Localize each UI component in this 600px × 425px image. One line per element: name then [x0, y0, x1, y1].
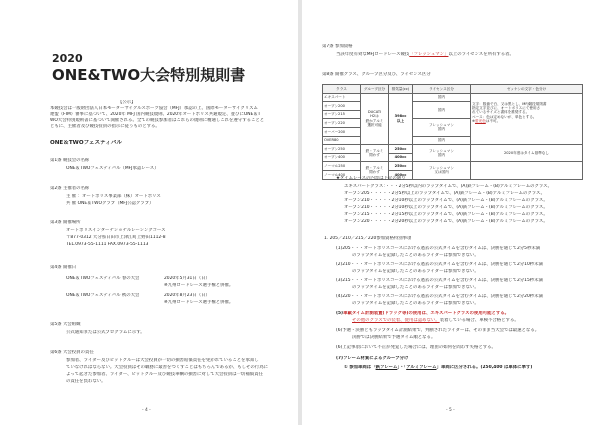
table-header: クラス	[323, 85, 361, 94]
table-header: グループ区分	[361, 85, 389, 94]
class-cell: オープン220	[323, 119, 361, 128]
section-1-heading: 第1条 競技会の名称	[50, 158, 90, 163]
notice-line: 本競技会は一般財団法人日本モーターサイクルスポーツ協会（MFJ）承認の上、国際モーターサイクリズム	[50, 106, 258, 111]
bib-2020-cell: 2020年度はタイム基準なし	[471, 145, 583, 162]
table-header: ライセンス区分	[413, 85, 471, 94]
autumn-date: 2020年8月23日（日）	[164, 293, 210, 298]
race-note-heading: ★タイムレースの内容は下記の通り	[336, 176, 406, 181]
notice-line: WO大会特別規則書に基づいて開催される。全ての競技参加者はこれらの規則に精通しこれを遵守することと	[50, 118, 265, 123]
race-line: オープン210・・・・・2分10秒以上のラップタイムで、(A)鉄フレーム・(B)アルミフレームのクラス。	[344, 198, 548, 203]
item-6: (6)予選・決勝ともラップタイム計測結果で、判断されたライダーは、そのまま当大会では最速となる。	[336, 328, 540, 333]
open-item: のラップタイムを記録したことのあるライダーは参加できない。	[352, 285, 479, 290]
open-item: (2)210・・・オートポリスコースにおける過去の公式タイムを含むタイムは、決勝を通じて2分10秒未満	[336, 262, 543, 267]
table-row	[323, 93, 583, 102]
group-cell: 鉄・アルミ 問わず	[361, 145, 389, 162]
bib-cell: 文字：数値で白、又は黒とし、MFJ競技規則書 指定文字並びに、オートポリスにて使用さ れているサイズと書体を推奨する。 ベース：色は定めないが、単色とする。 ※蛍光色は不可。	[471, 93, 583, 145]
open-item: (3)215・・・オートポリスコースにおける過去の公式タイムを含むタイムは、決勝を通じて2分15秒未満	[336, 278, 543, 283]
group-cell: 鉄・アルミ 問わず	[361, 162, 389, 179]
notice-line: 連盟（FIM）審事に基づいて、2020年 MFJ 国内競技規則、2020年オートポリス共通規定、並びにONE＆T	[50, 112, 261, 117]
class-cell: オープン400	[323, 153, 361, 162]
table-header: ゼッケンの文字・色分け	[471, 85, 583, 94]
section-3-line: TEL.0973-55-1111 FAX.0973-55-1113	[66, 242, 149, 247]
left-page	[0, 0, 298, 425]
class-cell: ノーマル250	[323, 162, 361, 171]
section-6-line: よって起きた参加者、ライダー、ピットクルー及び競技車輌の損害に対して大会役員は一切補償責任	[66, 372, 263, 377]
license-cell: フレッシュマン 又は国内	[413, 162, 471, 179]
group-cell: DUCATI H2は 鉄かアルミ 選択可能	[361, 93, 389, 145]
license-cell: 国内	[413, 136, 471, 145]
race-line: オープン210・・・・・2分10秒以上のラップタイムで、(A)鉄フレーム・(B)アルミフレームのクラス。	[344, 205, 548, 210]
open-item: のラップタイムを記録したことのあるライダーは参加できない。	[352, 253, 479, 258]
section-1-body: ONE＆TWOフェスティバル（MFJ承認レース）	[66, 166, 159, 171]
section-3-line: オートポリスインターナショナルレーシングコース	[66, 228, 166, 233]
class-table	[322, 84, 583, 180]
class-cell: オープン200	[323, 102, 361, 111]
license-cell: 国内	[413, 93, 471, 102]
section-6-line: ていなければならない。大会役員はその職務に最善をつくすことはもちろんであるが、もしその行為に	[66, 365, 268, 370]
autumn-note: ※九州ロードレース選手権と併催。	[164, 300, 234, 305]
section-2-line: 共 催 ONE＆TWOクラブ（MFJ公認クラブ）	[66, 201, 154, 206]
section-5-body: 公式通知または公式プログラムに示す。	[66, 330, 145, 335]
year-label: 2020	[52, 52, 83, 65]
section-2-line: 主 催 ：オートポリス事業部（株）オートポリス	[66, 194, 161, 199]
section-6-line: 参加者、ライダー及びピットクルーは大会役員が一切の損害賠償責任を免がれていることを承知し	[66, 358, 259, 363]
autumn-event: ONE＆TWOフェスティバル 秋の大会	[66, 293, 140, 298]
table-row	[323, 145, 583, 154]
item-5: (5)車載タイム計測装置(ドラッグ等)の使用は、エキスパートクラスの使用可能とする。	[336, 311, 510, 316]
frame-heading: (7)フレーム材質によるグループ分け	[336, 356, 409, 361]
notice-line: ともに、主催者及び競技役員の指示に従うものとする。	[50, 124, 160, 129]
open-item: のラップタイムを記録したことのあるライダーは参加できない。	[352, 269, 479, 274]
class-cell: オープン250	[323, 145, 361, 154]
spring-date: 2020年5月31日（日）	[164, 276, 210, 281]
cc-cell: 250cc	[389, 162, 413, 171]
bib-empty-cell	[471, 162, 583, 179]
cc-cell: 400cc	[389, 170, 413, 179]
right-page	[302, 0, 600, 425]
section-7-heading: 第7条 参加資格	[322, 44, 353, 49]
open-item: (4)220・・・オートポリスコースにおける過去の公式タイムを含むタイムは、決勝を通じて2分20秒未満	[336, 294, 543, 299]
race-line: エキスパートクラス：・・・2分5秒以内のラップタイムで、(A)鉄フレーム・(B)アルミフレームのクラス。	[344, 184, 553, 189]
document-title: ONE&TWO大会特別規則書	[52, 66, 246, 84]
fluorescent-highlight: 蛍光色	[475, 119, 486, 124]
class-cell: エキスパート	[323, 93, 361, 102]
page-number: - 5 -	[446, 408, 455, 413]
open-item: (1)205・・・オートポリスコースにおける過去の公式タイムを含むタイムは、決勝を通じて2分5秒未満	[336, 246, 541, 251]
festival-heading: ONE＆TWOフェスティバル	[50, 140, 122, 146]
cc-cell: 400cc	[389, 153, 413, 162]
section-4-heading: 第4条 開催日	[50, 265, 77, 270]
class-cell: OVER80	[323, 136, 361, 145]
notice-heading: 【公示】	[118, 100, 136, 105]
section-3-line: 〒877-0312 大分県日田市上津江町上野田1112-8	[66, 235, 166, 240]
item-6: 決勝では決勝結果で予選タイム順となる。	[352, 335, 436, 340]
license-cell: フレッシュマン 国内	[413, 119, 471, 136]
license-cell: 国内	[413, 102, 471, 119]
frame-item: ① 参加車両は「鉄フレーム」・「アルミフレーム」車両に区分される。(250,400 は車体に準ず)	[344, 365, 533, 370]
license-highlight: 「フレッシュマン」	[409, 52, 449, 57]
section-8-heading: 第8条 開催クラス、グループ区分及び、ライセンス区分	[322, 72, 431, 77]
section-2-heading: 第2条 主催者の名称	[50, 186, 90, 191]
section-5-heading: 第5条 大会組織	[50, 322, 81, 327]
item-5-line-2: その他のクラスでの装着、使用は認めない。装着している場合、車検不合格とする。	[352, 318, 519, 323]
spring-event: ONE＆TWOフェスティバル 春の大会	[66, 276, 140, 281]
race-line: オープン205・・・・・2分5秒以上のラップタイムで、(A)鉄フレーム・(B)アルミフレームのクラス。	[344, 191, 545, 196]
table-row	[323, 162, 583, 171]
item-7: (6)上記事項において不正が発覚した場合には、理由の如何を問わず失格とする。	[336, 345, 496, 350]
section-7-body: 当該年度有効なMFJロードレース競技「フレッシュマン」以上のライセンスを所有する者。	[336, 52, 514, 57]
spring-note: ※九州ロードレース選手権と併催。	[164, 283, 234, 288]
race-line: オープン215・・・・・2分15秒以上のラップタイムで、(A)鉄フレーム・(B)アルミフレームのクラス。	[344, 212, 548, 217]
section-3-heading: 第3条 開催場所	[50, 220, 81, 225]
class-cell: オープン215	[323, 110, 361, 119]
cc-cell: 398cc 以上	[389, 93, 413, 145]
open-heading: 1. 205／210／215／220参加資格特別事項	[324, 236, 412, 241]
section-6-line: の責任を負わない。	[66, 379, 106, 384]
page-number: - 4 -	[142, 408, 151, 413]
class-cell: ノーマル400	[323, 170, 361, 179]
table-header: 排気量(cc)	[389, 85, 413, 94]
license-cell: フレッシュマン 国内	[413, 145, 471, 162]
class-cell: オーバー200	[323, 127, 361, 136]
open-item: のラップタイムを記録したことのあるライダーは参加できない。	[352, 301, 479, 306]
table-header-row	[323, 85, 583, 94]
race-line: オープン220・・・・・2分20秒以上のラップタイムで、(A)鉄フレーム・(B)アルミフレームのクラス。	[344, 219, 548, 224]
cc-cell: 250cc	[389, 145, 413, 154]
section-6-heading: 第6条 大会役員の責任	[50, 350, 94, 355]
